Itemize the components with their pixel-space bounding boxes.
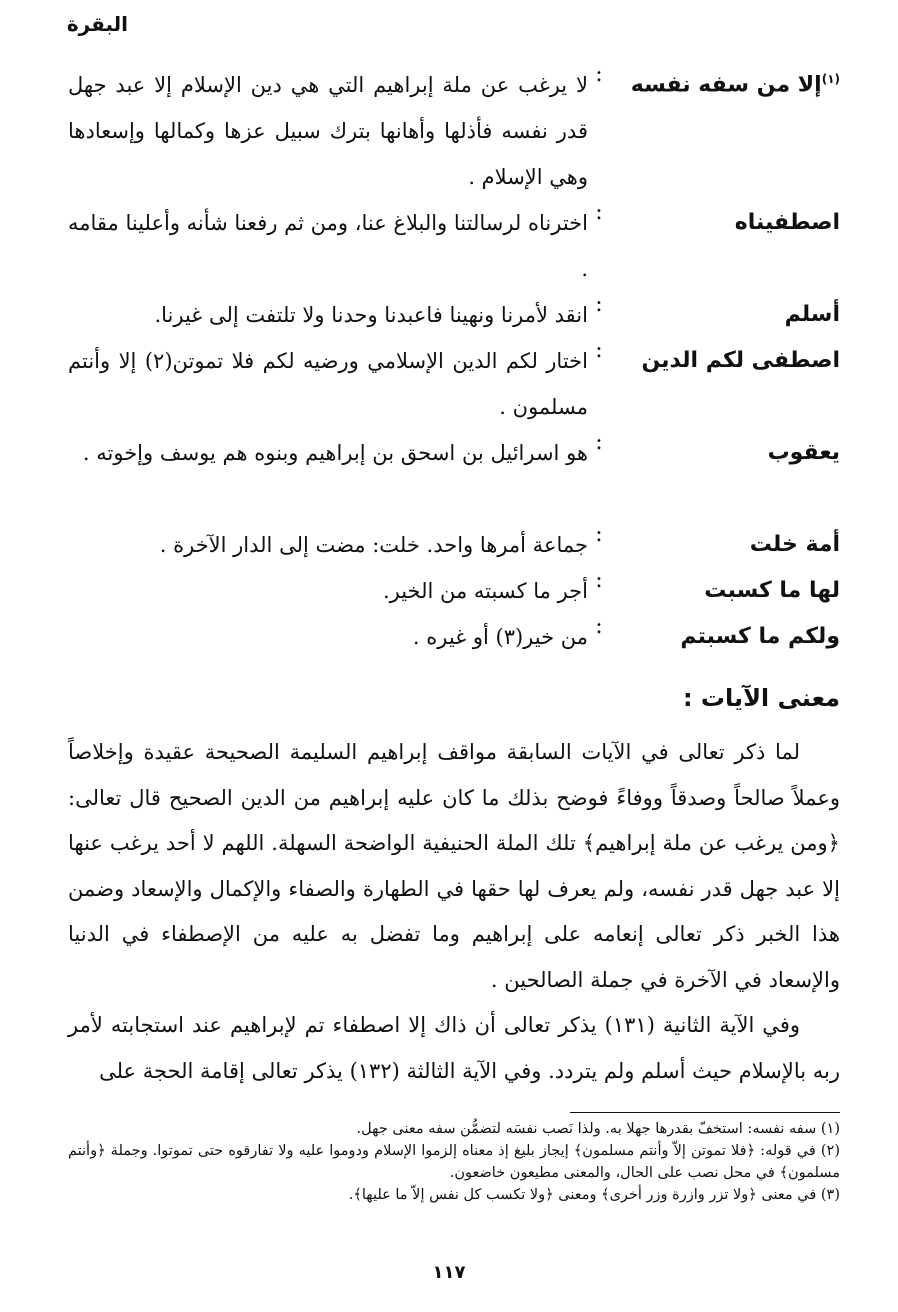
section-body [68, 730, 840, 1094]
colon-separator: : [595, 62, 603, 87]
glossary-definition: هو اسرائيل بن اسحق بن إبراهيم وبنوه هم يوسف وإخوته . [82, 441, 588, 465]
colon-separator: : [595, 522, 603, 547]
page-header: البقرة [66, 12, 128, 36]
glossary-term: أمة خلت [749, 532, 840, 557]
footnote-marker: (١) [821, 72, 840, 86]
glossary-term: اصطفيناه [734, 210, 840, 235]
colon-separator: : [595, 614, 603, 639]
glossary-definition: اخترناه لرسالتنا والبلاغ عنا، ومن ثم رفعنا شأنه وأعلينا مقامه . [68, 211, 588, 281]
glossary-term: يعقوب [767, 440, 840, 465]
colon-separator: : [595, 568, 603, 593]
glossary-term: لها ما كسبت [704, 578, 840, 603]
footnote: (٣) في معنى ﴿ولا تزر وازرة وزر أخرى﴾ ومعنى ﴿ولا تكسب كل نفس إلاّ ما عليها﴾. [348, 1187, 840, 1203]
glossary-item [68, 522, 840, 568]
glossary-item [68, 200, 840, 292]
body-paragraph: وفي الآية الثانية (١٣١) يذكر تعالى أن ذاك إلا اصطفاء تم لإبراهيم عند استجابته لأمر ربه بالإسلام حيث أسلم ولم يتردد. وفي الآية الثالثة (١٣٢) يذكر تعالى إقامة الحجة على [68, 1013, 840, 1083]
glossary-definition: انقد لأمرنا ونهينا فاعبدنا وحدنا ولا تلتفت إلى غيرنا. [154, 303, 588, 327]
body-paragraph: لما ذكر تعالى في الآيات السابقة مواقف إبراهيم السليمة الصحيحة عقيدة وإخلاصاً وعملاً صالحاً وصدقاً ووفاءً فوضح بذلك ما كان عليه إبراهيم من الدين الصحيح قال تعالى: ﴿ومن يرغب عن ملة إبراهيم﴾ تلك الملة الحنيفية الواضحة السهلة. اللهم لا أحد يرغب عنها إلا عبد جهل قدر نفسه، ولم يعرف لها حقها في الطهارة والصفاء والإكمال والإسعاد وضمن هذا الخبر ذكر تعالى إنعامه على إبراهيم وما تفضل به عليه من الإصطفاء في الدنيا والإسعاد في الآخرة في جملة الصالحين . [68, 740, 840, 992]
footnote: (١) سفه نفسه: استخفّ بقدرها جهلا به. ولذا نَصب نفسَه لتضمُّن سفه معنى جهل. [356, 1121, 840, 1137]
glossary-item [68, 338, 840, 430]
glossary-item [68, 292, 840, 338]
glossary-definition: أجر ما كسبته من الخير. [382, 579, 588, 603]
glossary-item [68, 614, 840, 660]
colon-separator: : [595, 200, 603, 225]
colon-separator: : [595, 430, 603, 455]
glossary [68, 62, 840, 660]
footnotes [68, 1118, 840, 1206]
glossary-item [68, 568, 840, 614]
page-number: ١١٧ [432, 1262, 466, 1283]
colon-separator: : [595, 338, 603, 363]
glossary-term: أسلم [784, 302, 840, 327]
colon-separator: : [595, 292, 603, 317]
glossary-definition: لا يرغب عن ملة إبراهيم التي هي دين الإسلام إلا عبد جهل قدر نفسه فأذلها وأهانها بترك سبيل عزها وكمالها وإسعادها وهي الإسلام . [68, 73, 588, 189]
glossary-item [68, 62, 840, 200]
glossary-item [68, 430, 840, 522]
section-title: معنى الآيات : [682, 684, 840, 712]
glossary-term: اصطفى لكم الدين [641, 348, 840, 373]
glossary-term: $^{(١)}$إلا من سفه نفسه [630, 72, 840, 98]
footnote-divider [570, 1112, 840, 1113]
glossary-definition: من خير(٣) أو غيره . [412, 625, 588, 649]
footnote: (٢) في قوله: ﴿فلا تموتن إلاّ وأنتم مسلمون﴾ إيجاز بليغ إذ معناه إلزموا الإسلام ودوموا عليه ولا تفارقوه حتى تموتوا. وجملة ﴿وأنتم مسلمون﴾ في محل نصب على الحال، والمعنى مطيعون خاضعون. [68, 1143, 840, 1181]
glossary-definition: اختار لكم الدين الإسلامي ورضيه لكم فلا تموتن(٢) إلا وأنتم مسلمون . [68, 349, 588, 419]
glossary-term: ولكم ما كسبتم [680, 624, 840, 649]
glossary-definition: جماعة أمرها واحد. خلت: مضت إلى الدار الآخرة . [159, 533, 588, 557]
